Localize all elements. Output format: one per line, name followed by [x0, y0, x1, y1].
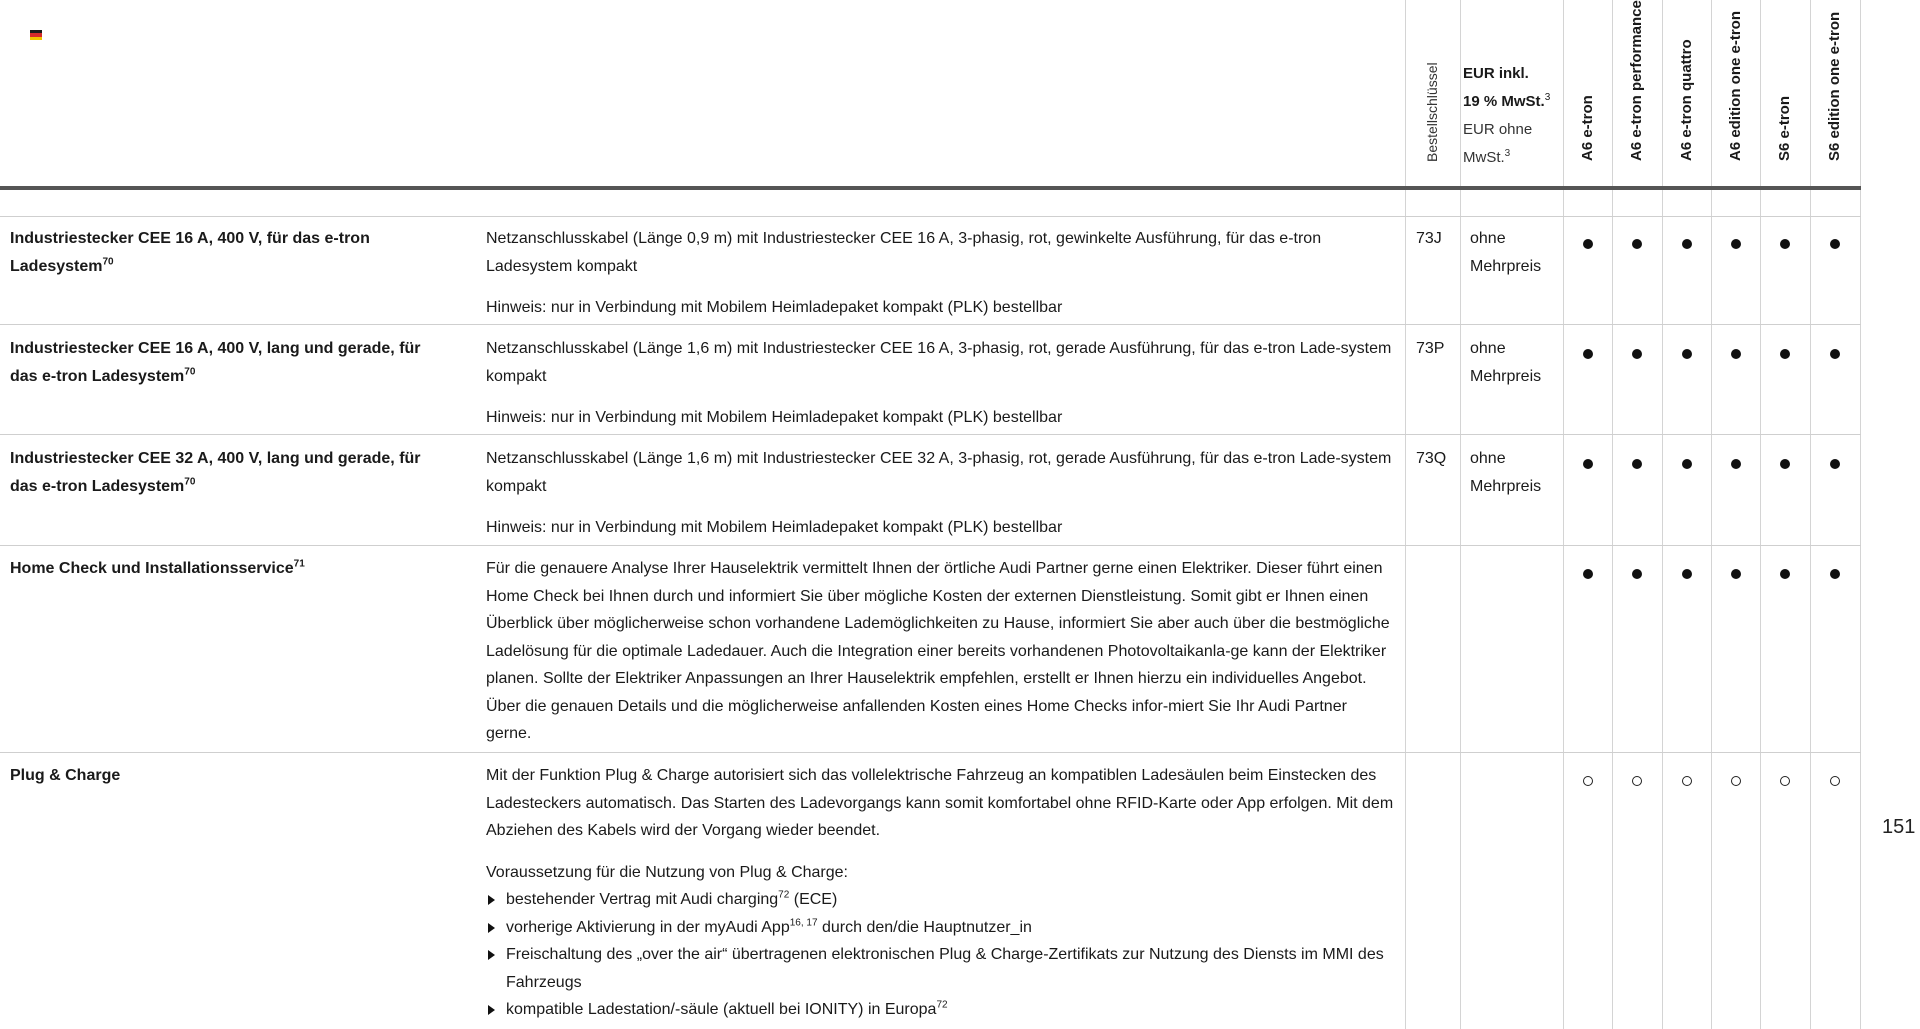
header-bestellschluessel: [1407, 0, 1459, 182]
prereq-text: bestehender Vertrag mit Audi charging: [506, 891, 779, 908]
row-1-code: 73J: [1416, 230, 1442, 247]
row-title-sup: 70: [102, 256, 114, 268]
row-desc-text: Netzanschlusskabel (Länge 1,6 m) mit Industriestecker CEE 32 A, 3-phasig, rot, gerade Ausführung, für das e-tron Lade-system kompakt: [486, 450, 1392, 495]
header-divider: [0, 186, 1861, 190]
row-1-price: [1470, 225, 1560, 280]
row-note-text: Hinweis: nur in Verbindung mit Mobilem Heimladepaket kompakt (PLK) bestellbar: [486, 519, 1063, 536]
prereq-sup: 72: [778, 889, 790, 901]
row-title-text: Industriestecker CEE 16 A, 400 V, lang und gerade, für das e-tron Ladesystem: [10, 340, 421, 385]
prereq-sup: 72: [936, 999, 948, 1011]
header-model-1: [1564, 0, 1612, 182]
model-label: S6 e-tron: [1776, 95, 1793, 161]
standard-equipment-dot-icon: [1682, 239, 1692, 249]
prereq-text: vorherige Aktivierung in der myAudi App: [506, 918, 790, 936]
row-divider: [0, 545, 1861, 546]
prereq-tail: (ECE): [789, 891, 838, 908]
standard-equipment-dot-icon: [1682, 569, 1692, 579]
row-3-code: 73Q: [1416, 450, 1447, 467]
optional-equipment-circle-icon: [1632, 776, 1642, 786]
header-model-6: [1811, 0, 1859, 182]
row-prereq-heading: Voraussetzung für die Nutzung von Plug & Charge:: [486, 863, 848, 881]
model-label: A6 e-tron quattro: [1678, 39, 1695, 161]
row-title-text: Industriestecker CEE 16 A, 400 V, für das e-tron Ladesystem: [10, 230, 370, 275]
price-line1: ohne: [1470, 450, 1506, 467]
standard-equipment-dot-icon: [1830, 239, 1840, 249]
price-excl-line1: EUR ohne: [1463, 121, 1533, 138]
row-title-text: Industriestecker CEE 32 A, 400 V, lang und gerade, für das e-tron Ladesystem: [10, 450, 421, 495]
col-divider: [1460, 0, 1461, 1029]
row-5-description: [486, 762, 1396, 1024]
row-2-description: [486, 335, 1396, 432]
prereq-text: Freischaltung des „over the air“ übertragenen elektronischen Plug & Charge-Zertifikats zur Nutzung des Diensts im MMI des Fahrzeugs: [506, 946, 1384, 991]
standard-equipment-dot-icon: [1632, 239, 1642, 249]
row-4-description: [486, 555, 1396, 748]
optional-equipment-circle-icon: [1583, 776, 1593, 786]
row-2-code: 73P: [1416, 340, 1445, 357]
standard-equipment-dot-icon: [1583, 349, 1593, 359]
col-divider: [1405, 0, 1406, 1029]
standard-equipment-dot-icon: [1632, 349, 1642, 359]
standard-equipment-dot-icon: [1632, 459, 1642, 469]
prereq-tail: durch den/die Hauptnutzer_in: [817, 918, 1032, 936]
row-2-price: [1470, 335, 1560, 390]
row-divider: [0, 434, 1861, 435]
price-line1: ohne: [1470, 340, 1506, 357]
row-divider: [0, 324, 1861, 325]
standard-equipment-dot-icon: [1682, 349, 1692, 359]
standard-equipment-dot-icon: [1830, 459, 1840, 469]
prereq-list: [486, 886, 1396, 1024]
row-5-title: Plug & Charge: [10, 767, 121, 784]
optional-equipment-circle-icon: [1830, 776, 1840, 786]
row-desc-text: Mit der Funktion Plug & Charge autorisiert sich das vollelektrische Fahrzeug an kompatiblen Ladesäulen beim Einstecken des Ladesteckers automatisch. Das Starten des Ladevorgangs kann somit komfortabel ohne RFID-Karte oder App erfolgen. Mit dem Abziehen des Kabels wird der Vorgang wieder beendet.: [486, 767, 1394, 839]
price-line2: Mehrpreis: [1470, 477, 1542, 495]
row-3-description: [486, 445, 1396, 542]
standard-equipment-dot-icon: [1780, 459, 1790, 469]
row-divider: [0, 752, 1861, 753]
header-model-4: [1712, 0, 1760, 182]
row-desc-text: Für die genauere Analyse Ihrer Hauselektrik vermittelt Ihnen der örtliche Audi Partner gerne einen Elektriker. Dieser führt einen Home Check bei Ihnen durch und informiert Sie über mögliche Kosten der externen Dienstleistung. Somit gibt er Ihnen einen Überblick über möglicherweise schon vorhandene Lademöglichkeiten zu Hause, informiert Sie aber auch über die bestmögliche Ladelösung für die optimale Ladedauer. Auch die Integration einer bereits vorhandenen Photovoltaikanla-ge kann der Elektriker planen. Sollte der Elektriker Anpassungen an Ihrer Hauselektrik empfehlen, erstellt er Ihnen hierzu ein individuelles Angebot. Über die genauen Details und die möglicherweise anfallenden Kosten eines Home Checks infor-miert Sie Ihr Audi Partner gerne.: [486, 560, 1390, 742]
header-price-incl: [1463, 60, 1563, 116]
row-desc-text: Netzanschlusskabel (Länge 1,6 m) mit Industriestecker CEE 16 A, 3-phasig, rot, gerade Ausführung, für das e-tron Lade-system kompakt: [486, 340, 1392, 385]
model-label: A6 edition one e-tron: [1727, 11, 1744, 161]
standard-equipment-dot-icon: [1731, 349, 1741, 359]
standard-equipment-dot-icon: [1632, 569, 1642, 579]
price-line2: Mehrpreis: [1470, 257, 1542, 275]
standard-equipment-dot-icon: [1583, 569, 1593, 579]
row-note-text: Hinweis: nur in Verbindung mit Mobilem Heimladepaket kompakt (PLK) bestellbar: [486, 299, 1063, 316]
price-incl-sup: 3: [1544, 92, 1551, 103]
standard-equipment-dot-icon: [1780, 569, 1790, 579]
standard-equipment-dot-icon: [1830, 349, 1840, 359]
language-flag-icon: [30, 30, 42, 40]
prereq-item: [486, 941, 1396, 996]
row-desc-text: Netzanschlusskabel (Länge 0,9 m) mit Industriestecker CEE 16 A, 3-phasig, rot, gewinkelte Ausführung, für das e-tron Ladesystem kompakt: [486, 230, 1322, 275]
model-label: A6 e-tron performance: [1628, 0, 1645, 161]
row-title-sup: 70: [184, 366, 196, 378]
optional-equipment-circle-icon: [1780, 776, 1790, 786]
col-divider: [1860, 0, 1861, 1029]
row-title-text: Home Check und Installationsservice: [10, 560, 294, 577]
price-line1: ohne: [1470, 230, 1506, 247]
prereq-item: [486, 886, 1396, 914]
prereq-text: kompatible Ladestation/-säule (aktuell bei IONITY) in Europa: [506, 1001, 937, 1018]
standard-equipment-dot-icon: [1731, 459, 1741, 469]
standard-equipment-dot-icon: [1583, 459, 1593, 469]
prereq-item: [486, 914, 1396, 942]
price-incl-line2: 19 % MwSt.: [1463, 93, 1545, 110]
price-incl-line1: EUR inkl.: [1463, 65, 1529, 82]
header-model-5: [1761, 0, 1809, 182]
header-model-2: [1613, 0, 1661, 182]
header-price: [1463, 60, 1563, 172]
optional-equipment-circle-icon: [1682, 776, 1692, 786]
header-price-excl: [1463, 116, 1563, 172]
prereq-item: [486, 996, 1396, 1024]
header-model-3: [1663, 0, 1711, 182]
model-label: A6 e-tron: [1579, 95, 1596, 161]
row-divider: [0, 216, 1861, 217]
standard-equipment-dot-icon: [1731, 569, 1741, 579]
price-excl-sup: 3: [1504, 148, 1511, 159]
prereq-sup: 16, 17: [789, 917, 818, 929]
row-title-sup: 71: [293, 558, 305, 570]
standard-equipment-dot-icon: [1780, 349, 1790, 359]
row-3-price: [1470, 445, 1560, 500]
optional-equipment-circle-icon: [1731, 776, 1741, 786]
row-note-text: Hinweis: nur in Verbindung mit Mobilem Heimladepaket kompakt (PLK) bestellbar: [486, 409, 1063, 426]
standard-equipment-dot-icon: [1583, 239, 1593, 249]
header-bestell-label: Bestellschlüssel: [1424, 62, 1440, 162]
standard-equipment-dot-icon: [1780, 239, 1790, 249]
page-number: 151: [1882, 816, 1916, 838]
row-2-title: [10, 335, 440, 390]
row-title-sup: 70: [184, 476, 196, 488]
standard-equipment-dot-icon: [1731, 239, 1741, 249]
standard-equipment-dot-icon: [1682, 459, 1692, 469]
price-excl-line2: MwSt.: [1463, 149, 1505, 166]
row-1-title: [10, 225, 440, 280]
row-3-title: [10, 445, 440, 500]
row-4-title: [10, 555, 440, 583]
price-line2: Mehrpreis: [1470, 367, 1542, 385]
standard-equipment-dot-icon: [1830, 569, 1840, 579]
row-1-description: [486, 225, 1396, 322]
flag-stripe-gold: [30, 37, 42, 40]
model-label: S6 edition one e-tron: [1826, 11, 1843, 161]
